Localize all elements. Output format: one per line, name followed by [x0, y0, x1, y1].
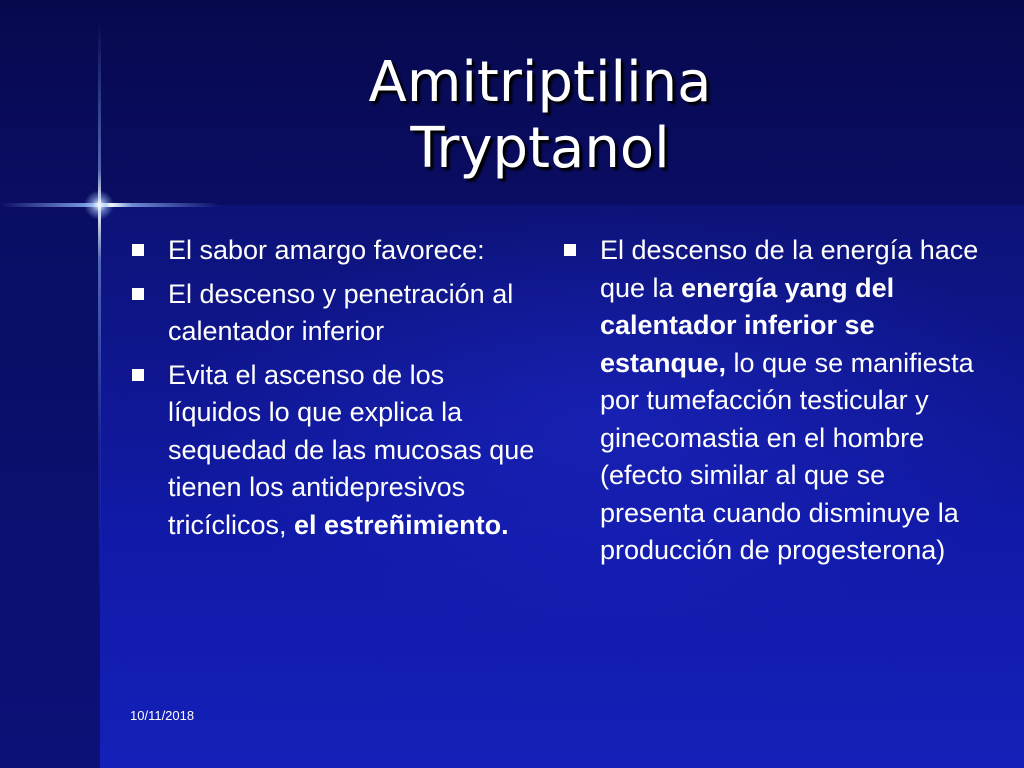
bullet-text: El sabor amargo favorece: — [168, 235, 485, 265]
right-column — [562, 232, 982, 576]
footer-date: 10/11/2018 — [130, 708, 195, 723]
left-column — [130, 232, 540, 550]
bullet-bold-text: energía yang del calentador inferior se estanque, — [600, 272, 895, 378]
bullet-text-continued: lo que se manifiesta por tumefacción testicular y ginecomastia en el hombre (efecto similar al que se presenta cuando disminuye la producción de progesterona) — [600, 347, 974, 565]
bullet-bold-text: el estreñimiento. — [294, 509, 509, 540]
square-bullet-icon — [564, 244, 576, 256]
square-bullet-icon — [132, 244, 144, 256]
list-item — [130, 276, 540, 351]
left-band — [0, 205, 100, 768]
bullet-text: El descenso y penetración al calentador inferior — [168, 278, 514, 346]
star-flare-icon — [84, 190, 114, 220]
list-item — [562, 232, 982, 570]
list-item — [130, 232, 540, 270]
square-bullet-icon — [132, 369, 144, 381]
bullet-text: El descenso de la energía hace que la — [600, 235, 979, 303]
left-bullet-list — [130, 232, 540, 544]
title-line-2: Tryptanol — [410, 116, 670, 181]
slide-title — [150, 50, 930, 182]
right-bullet-list — [562, 232, 982, 570]
title-line-1: Amitriptilina — [368, 50, 712, 115]
square-bullet-icon — [132, 288, 144, 300]
bullet-text: Evita el ascenso de los líquidos lo que explica la sequedad de las mucosas que tienen los antidepresivos tricíclicos, — [168, 359, 535, 540]
list-item — [130, 357, 540, 545]
star-flare-vertical — [98, 20, 101, 620]
